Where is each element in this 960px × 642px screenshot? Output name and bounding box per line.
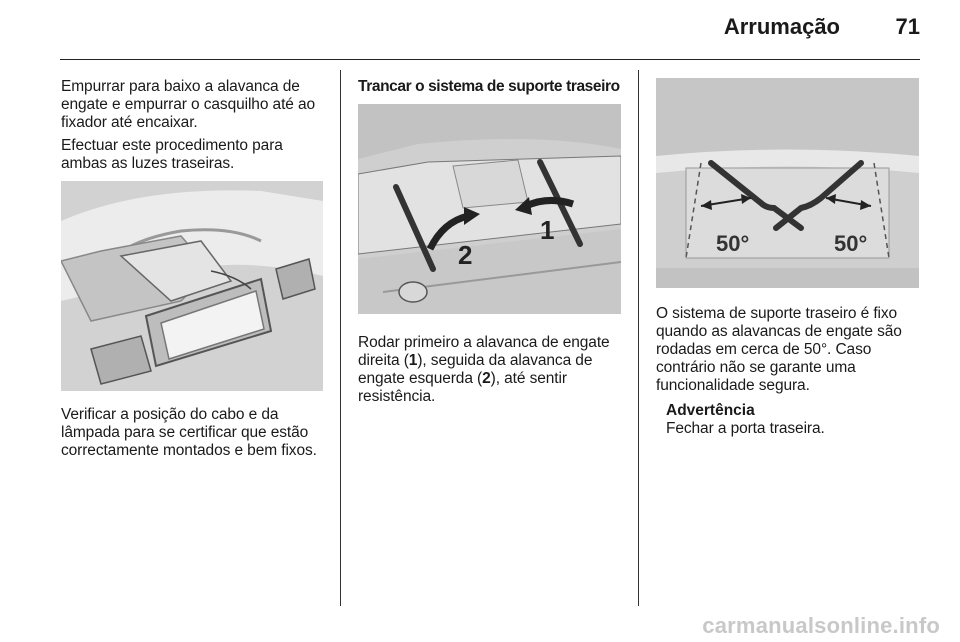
- text-segment: ), seguida da alavanca de engate esquerda (: [358, 352, 593, 387]
- angle-label-right: 50°: [834, 231, 868, 256]
- watermark: carmanualsonline.info: [702, 613, 940, 638]
- lever-2-label: 2: [458, 240, 473, 270]
- paragraph-push-lever: Empurrar para baixo a alavanca de engate e empurrar o casquilho até ao fixador até encaixar.: [61, 78, 316, 131]
- angle-label-left: 50°: [716, 231, 750, 256]
- tail-light-figure: [61, 181, 323, 391]
- tail-light-illustration: [61, 181, 323, 391]
- paragraph-rotate-levers: [358, 334, 630, 406]
- paragraph-carrier-fixed: O sistema de suporte traseiro é fixo quando as alavancas de engate são rodadas em cerca de 50°. Caso contrário não se garante uma funcionalidade segura.: [656, 305, 902, 394]
- warning-text: Fechar a porta traseira.: [666, 420, 825, 437]
- text-segment: Rodar primeiro a alavanca de engate direita (: [358, 334, 610, 369]
- section-heading-rear-carrier: Trancar o sistema de suporte traseiro: [358, 78, 620, 95]
- reference-number-1: 1: [408, 352, 418, 369]
- text-segment: ), até sentir resistência.: [358, 370, 567, 405]
- paragraph-both-lights: Efectuar este procedimento para ambas as luzes traseiras.: [61, 137, 283, 172]
- lever-1-label: 1: [540, 215, 555, 245]
- warning-heading: Advertência: [666, 402, 755, 419]
- column-divider-right: [638, 70, 639, 606]
- header-divider: [60, 59, 920, 60]
- section-title-header: Arrumação: [723, 14, 840, 39]
- page-number: 71: [895, 14, 920, 39]
- lever-rotation-figure: [358, 104, 621, 314]
- lever-rotation-illustration: [358, 104, 621, 314]
- lever-angle-figure: [656, 78, 919, 288]
- reference-number-2: 2: [482, 370, 491, 387]
- paragraph-check-cable: Verificar a posição do cabo e da lâmpada para se certificar que estão correctamente montados e bem fixos.: [61, 406, 317, 459]
- column-divider-left: [340, 70, 341, 606]
- lever-angle-illustration: [656, 78, 919, 288]
